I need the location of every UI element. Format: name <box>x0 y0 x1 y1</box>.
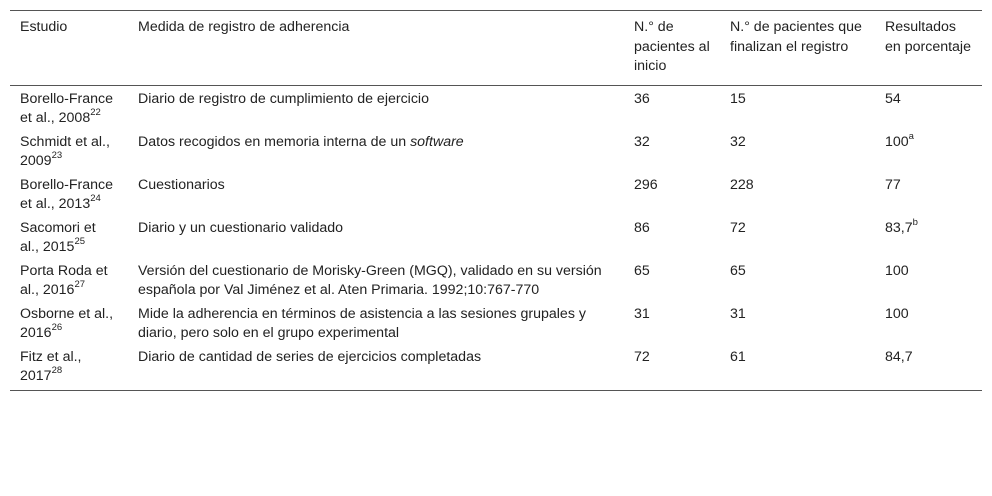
cell-study <box>10 304 128 347</box>
cell-measure <box>128 261 624 304</box>
cell-initial: 296 <box>634 176 658 193</box>
cell-initial: 32 <box>634 133 650 150</box>
cell-finished: 72 <box>730 219 746 236</box>
cell-result <box>875 85 982 132</box>
header-measure: Medida de registro de adherencia <box>138 19 350 35</box>
cell-measure <box>128 132 624 175</box>
cell-result <box>875 175 982 218</box>
cell-study <box>10 218 128 261</box>
cell-initial: 36 <box>634 90 650 107</box>
study-name: Borello-France et al., 2008 <box>20 90 114 126</box>
cell-finished: 31 <box>730 305 746 322</box>
cell-finished: 32 <box>730 133 746 150</box>
table-header <box>10 11 982 86</box>
cell-finished: 61 <box>730 348 746 365</box>
cell-measure <box>128 218 624 261</box>
cell-study <box>10 132 128 175</box>
cell-finished: 65 <box>730 262 746 279</box>
study-name: Sacomori et al., 2015 <box>20 219 96 255</box>
cell-measure <box>128 304 624 347</box>
table-row <box>10 304 982 347</box>
measure-emphasis: software <box>410 133 464 150</box>
result-value: 100 <box>885 305 909 322</box>
result-value: 100 <box>885 133 909 150</box>
cell-initial: 31 <box>634 305 650 322</box>
cell-result <box>875 218 982 261</box>
measure-text: Cuestionarios <box>138 176 225 193</box>
cell-initial: 65 <box>634 262 650 279</box>
study-name: Fitz et al., 2017 <box>20 348 82 384</box>
cell-study <box>10 261 128 304</box>
cell-initial: 86 <box>634 219 650 236</box>
reference-number: 26 <box>51 322 63 334</box>
cell-study <box>10 175 128 218</box>
measure-text: Diario de cantidad de series de ejercicios completadas <box>138 348 482 365</box>
table-row <box>10 347 982 391</box>
header-results: Resultados en porcentaje <box>885 19 971 55</box>
header-finished: N.° de pacientes que finalizan el registro <box>730 19 862 55</box>
study-name: Borello-France et al., 2013 <box>20 176 114 212</box>
cell-result <box>875 132 982 175</box>
table-body <box>10 85 982 390</box>
cell-result <box>875 304 982 347</box>
header-initial: N.° de pacientes al inicio <box>634 19 710 74</box>
reference-number: 25 <box>74 236 86 248</box>
cell-measure <box>128 175 624 218</box>
table-row <box>10 261 982 304</box>
result-footnote: b <box>912 216 918 228</box>
reference-number: 24 <box>90 193 101 205</box>
measure-text: Mide la adherencia en términos de asistencia a las sesiones grupales y diario, pero solo en el grupo experimental <box>138 305 586 341</box>
reference-number: 28 <box>51 365 63 377</box>
measure-text: Versión del cuestionario de Morisky-Green (MGQ), validado en su versión española por Val Jiménez et al. Aten Primaria. 1992;10:767-770 <box>138 262 602 298</box>
header-row <box>10 11 982 86</box>
study-name: Porta Roda et al., 2016 <box>20 262 108 298</box>
table-row <box>10 85 982 132</box>
adherence-table-container <box>10 10 982 391</box>
cell-finished: 15 <box>730 90 746 107</box>
result-value: 54 <box>885 90 901 107</box>
result-value: 100 <box>885 262 909 279</box>
cell-study <box>10 347 128 391</box>
cell-result <box>875 347 982 391</box>
result-value: 84,7 <box>885 348 913 365</box>
cell-study <box>10 85 128 132</box>
measure-text: Diario de registro de cumplimiento de ejercicio <box>138 90 429 107</box>
study-name: Schmidt et al., 2009 <box>20 133 110 169</box>
cell-result <box>875 261 982 304</box>
reference-number: 23 <box>51 150 63 162</box>
cell-initial: 72 <box>634 348 650 365</box>
cell-finished: 228 <box>730 176 754 193</box>
header-study: Estudio <box>20 19 68 35</box>
cell-measure <box>128 347 624 391</box>
table-row <box>10 218 982 261</box>
adherence-table <box>10 10 982 391</box>
study-name: Osborne et al., 2016 <box>20 305 114 341</box>
table-row <box>10 132 982 175</box>
measure-text: Diario y un cuestionario validado <box>138 219 344 236</box>
result-value: 77 <box>885 176 901 193</box>
result-value: 83,7 <box>885 219 913 236</box>
reference-number: 22 <box>90 107 101 119</box>
table-row <box>10 175 982 218</box>
measure-text: Datos recogidos en memoria interna de un <box>138 133 411 150</box>
cell-measure <box>128 85 624 132</box>
reference-number: 27 <box>74 279 86 291</box>
result-footnote: a <box>908 130 914 142</box>
